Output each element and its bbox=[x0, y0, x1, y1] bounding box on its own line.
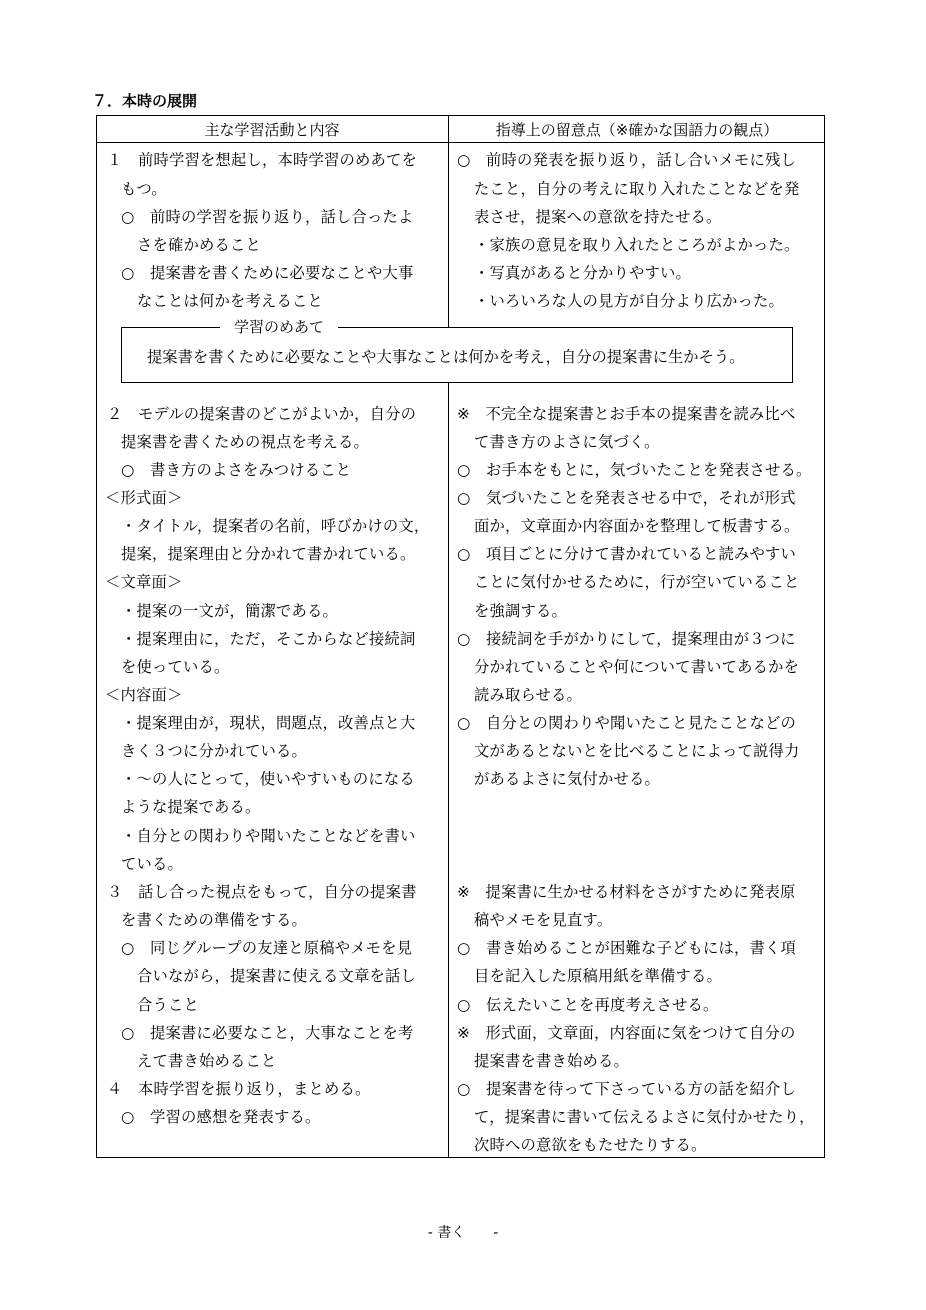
left-line: ○ 同じグループの友達と原稿やメモを見 bbox=[121, 939, 413, 957]
left-line: ３ 話し合った視点をもって，自分の提案書 bbox=[107, 883, 417, 901]
left-line: ・自分との関わりや聞いたことなどを書い bbox=[121, 827, 416, 845]
right-line: があるよさに気付かせる。 bbox=[474, 770, 660, 788]
column-divider-lower bbox=[448, 383, 449, 1158]
right-line: ことに気付かせるために，行が空いていること bbox=[474, 573, 800, 591]
left-line: もつ。 bbox=[121, 180, 167, 198]
left-line: ＜文章面＞ bbox=[105, 573, 183, 591]
right-line: ※ 提案書に生かせる材料をさがすために発表原 bbox=[457, 883, 796, 901]
left-line: を使っている。 bbox=[121, 658, 230, 676]
left-line: １ 前時学習を想起し，本時学習のめあてを bbox=[107, 151, 417, 169]
left-line: ・提案の一文が，簡潔である。 bbox=[121, 602, 338, 620]
right-line: 分かれていることや何について書いてあるかを bbox=[474, 658, 800, 676]
left-line: 提案書を書くための視点を考える。 bbox=[121, 433, 369, 451]
right-line: 稿やメモを見直す。 bbox=[474, 911, 613, 929]
right-line: 文があるとないとを比べることによって説得力 bbox=[474, 742, 800, 760]
left-line: ○ 提案書を書くために必要なことや大事 bbox=[121, 264, 414, 282]
left-column-header: 主な学習活動と内容 bbox=[204, 121, 340, 139]
left-line: ＜形式面＞ bbox=[105, 489, 183, 507]
left-line: えて書き始めること bbox=[137, 1052, 277, 1070]
right-line: ・家族の意見を取り入れたところがよかった。 bbox=[474, 236, 800, 254]
header-divider bbox=[96, 142, 825, 143]
left-line: ・提案理由に，ただ，そこからなど接続詞 bbox=[121, 630, 416, 648]
left-line: ○ 学習の感想を発表する。 bbox=[121, 1108, 321, 1126]
left-line: ○ 提案書に必要なこと，大事なことを考 bbox=[121, 1024, 414, 1042]
right-line: 提案書を書き始める。 bbox=[474, 1052, 629, 1070]
left-line: を書くための準備をする。 bbox=[121, 911, 307, 929]
left-line: ・提案理由が，現状，問題点，改善点と大 bbox=[121, 714, 416, 732]
right-line: 目を記入した原稿用紙を準備する。 bbox=[474, 967, 722, 985]
right-column-header: 指導上の留意点（※確かな国語力の観点） bbox=[495, 121, 779, 139]
left-line: ・～の人にとって，使いやすいものになる bbox=[121, 770, 415, 788]
left-line: 合うこと bbox=[137, 996, 199, 1014]
right-line: ○ 前時の発表を振り返り，話し合いメモに残し bbox=[457, 151, 796, 169]
left-line: ○ 書き方のよさをみつけること bbox=[121, 461, 352, 479]
right-line: ○ 伝えたいことを再度考えさせる。 bbox=[457, 996, 719, 1014]
left-line: さを確かめること bbox=[137, 236, 261, 254]
section-heading: ７．本時の展開 bbox=[92, 92, 198, 110]
left-line: ・タイトル，提案者の名前，呼びかけの文， bbox=[121, 517, 430, 535]
learning-goal-text: 提案書を書くために必要なことや大事なことは何かを考え，自分の提案書に生かそう。 bbox=[147, 348, 745, 366]
left-line: ような提案である。 bbox=[121, 798, 261, 816]
page-footer: - 書く - bbox=[427, 1225, 499, 1241]
left-line: きく３つに分かれている。 bbox=[121, 742, 307, 760]
left-line: ○ 前時の学習を振り返り，話し合ったよ bbox=[121, 208, 414, 226]
right-line: ○ お手本をもとに，気づいたことを発表させる。 bbox=[457, 461, 812, 479]
left-line: なことは何かを考えること bbox=[137, 292, 323, 310]
left-line: ２ モデルの提案書のどこがよいか，自分の bbox=[107, 405, 417, 423]
right-line: 読み取らせる。 bbox=[474, 686, 583, 704]
right-line: ○ 自分との関わりや聞いたこと見たことなどの bbox=[457, 714, 796, 732]
left-line: ４ 本時学習を振り返り，まとめる。 bbox=[107, 1080, 371, 1098]
column-divider-upper bbox=[448, 115, 449, 327]
left-line: ＜内容面＞ bbox=[105, 686, 183, 704]
left-line: ている。 bbox=[121, 855, 183, 873]
right-line: ○ 項目ごとに分けて書かれていると読みやすい bbox=[457, 545, 796, 563]
right-line: ※ 不完全な提案書とお手本の提案書を読み比べ bbox=[457, 405, 796, 423]
right-line: ○ 書き始めることが困難な子どもには，書く項 bbox=[457, 939, 796, 957]
right-line: ○ 接続詞を手がかりにして，提案理由が３つに bbox=[457, 630, 796, 648]
right-line: て書き方のよさに気づく。 bbox=[474, 433, 660, 451]
right-line: 表させ，提案への意欲を持たせる。 bbox=[474, 208, 722, 226]
right-line: ※ 形式面，文章面，内容面に気をつけて自分の bbox=[457, 1024, 796, 1042]
left-line: 合いながら，提案書に使える文章を話し bbox=[137, 967, 416, 985]
right-line: ○ 提案書を待って下さっている方の話を紹介し bbox=[457, 1080, 796, 1098]
learning-goal-label: 学習のめあて bbox=[220, 316, 338, 337]
left-line: 提案，提案理由と分かれて書かれている。 bbox=[121, 545, 416, 563]
right-line: ・写真があると分かりやすい。 bbox=[474, 264, 691, 282]
right-line: 面か，文章面か内容面かを整理して板書する。 bbox=[474, 517, 800, 535]
right-line: たこと，自分の考えに取り入れたことなどを発 bbox=[474, 180, 800, 198]
right-line: ○ 気づいたことを発表させる中で，それが形式 bbox=[457, 489, 796, 507]
right-line: 次時への意欲をもたせたりする。 bbox=[474, 1136, 707, 1154]
right-line: ・いろいろな人の見方が自分より広かった。 bbox=[474, 292, 784, 310]
right-line: て，提案書に書いて伝えるよさに気付かせたり， bbox=[474, 1108, 815, 1126]
right-line: を強調する。 bbox=[474, 602, 567, 620]
